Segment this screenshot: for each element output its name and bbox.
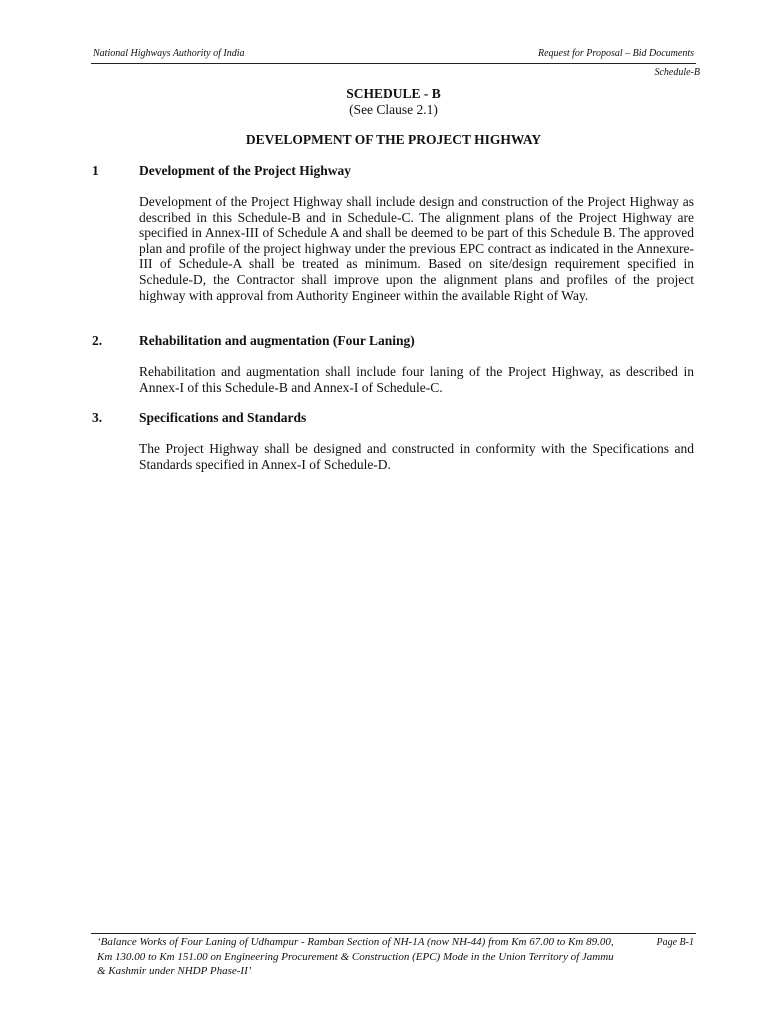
footer-project-title: ‘Balance Works of Four Laning of Udhampur - Ramban Section of NH-1A (now NH-44) from Km 67.00 to Km 89.00, Km 130.00 to Km 151.00 on Engineering Procurement & Construction (EPC) Mode in the Union Territory of Jammu & Kashmir under NHDP Phase-II’ xyxy=(97,936,614,977)
schedule-title: SCHEDULE - B xyxy=(346,86,441,101)
section-2-number: 2. xyxy=(92,333,103,348)
page-header xyxy=(91,47,696,64)
section-3-heading: Specifications and Standards xyxy=(139,410,307,425)
section-2-body: Rehabilitation and augmentation shall include four laning of the Project Highway, as described in Annex-I of this Schedule-B and Annex-I of Schedule-C. xyxy=(139,364,694,395)
section-3-number: 3. xyxy=(92,410,103,425)
header-schedule-label: Schedule-B xyxy=(654,67,700,78)
section-2-heading: Rehabilitation and augmentation (Four Laning) xyxy=(139,333,415,348)
clause-reference: (See Clause 2.1) xyxy=(349,102,438,117)
section-1-heading: Development of the Project Highway xyxy=(139,163,351,178)
footer-divider xyxy=(91,933,696,934)
section-1-number: 1 xyxy=(92,163,99,178)
header-organization: National Highways Authority of India xyxy=(93,48,245,59)
page-title: DEVELOPMENT OF THE PROJECT HIGHWAY xyxy=(245,132,542,147)
header-document-type: Request for Proposal – Bid Documents xyxy=(537,48,694,59)
page-number: Page B-1 xyxy=(656,937,694,948)
section-3-body: The Project Highway shall be designed and constructed in conformity with the Specifications and Standards specified in Annex-I of Schedule-D. xyxy=(139,441,694,472)
section-1-body: Development of the Project Highway shall include design and construction of the Project Highway as described in this Schedule-B and in Schedule-C. The alignment plans of the Project Highway are specified in Annex-III of Schedule A and shall be deemed to be part of this Schedule B. The approved plan and profile of the project highway under the previous EPC contract as indicated in the Annexure-III of Schedule-A shall be treated as minimum. Based on site/design requirement specified in Schedule-D, the Contractor shall improve upon the alignment plans and profiles of the project highway with approval from Authority Engineer within the available Right of Way. xyxy=(139,194,694,303)
